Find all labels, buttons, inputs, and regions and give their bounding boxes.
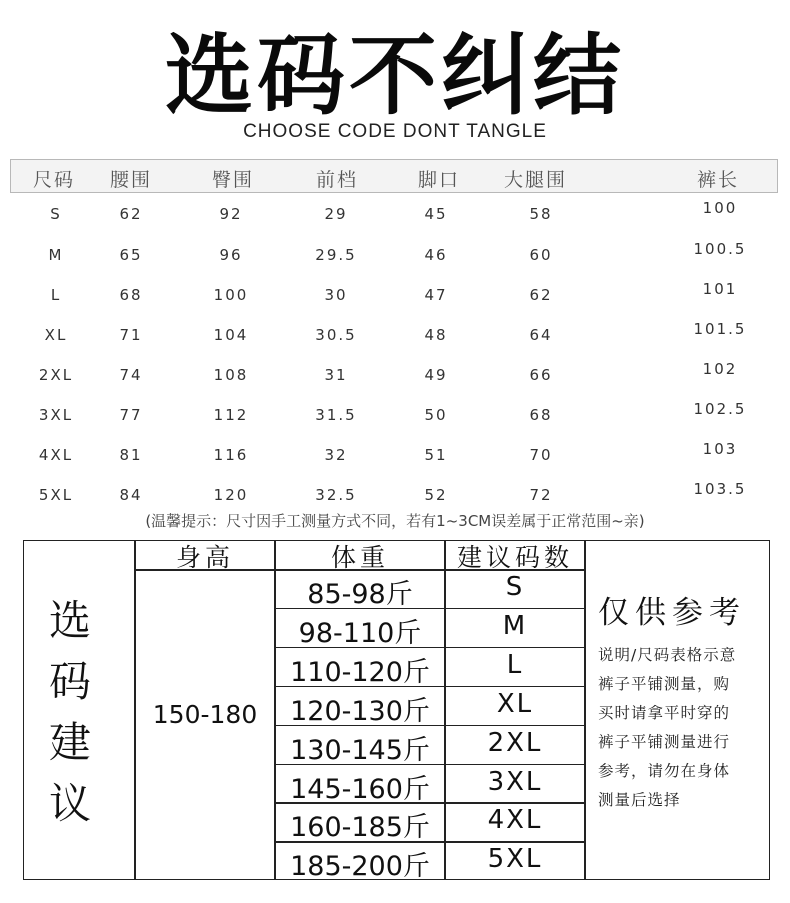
cell-waist: 81	[119, 446, 143, 464]
height-range: 150-180	[152, 700, 258, 729]
cell-waist: 84	[119, 486, 143, 504]
reference-line: 说明/尺码表格示意	[598, 646, 737, 664]
cell-thigh: 72	[529, 486, 553, 504]
suggested-size: 3XL	[487, 766, 543, 797]
cell-hip: 112	[213, 406, 249, 424]
cell-size: 2XL	[38, 366, 74, 384]
measurement-note: (温馨提示：尺寸因手工测量方式不同，若有1~3CM误差属于正常范围~亲)	[145, 512, 645, 530]
cell-size: M	[48, 246, 64, 264]
side-char: 码	[48, 657, 91, 706]
header-rise: 前档	[316, 169, 359, 191]
cell-leg-opening: 51	[424, 446, 448, 464]
suggested-size: XL	[496, 688, 534, 719]
side-char: 议	[48, 779, 91, 828]
cell-length: 102.5	[693, 400, 747, 418]
reference-line: 裤子平铺测量进行	[598, 733, 731, 751]
suggested-size: S	[505, 572, 525, 602]
cell-hip: 116	[213, 446, 249, 464]
cell-rise: 32.5	[315, 486, 357, 504]
cell-rise: 29	[324, 205, 348, 223]
cell-rise: 30.5	[315, 326, 357, 344]
header-hip: 臀围	[212, 169, 255, 191]
cell-thigh: 64	[529, 326, 553, 344]
reference-line: 参考，请勿在身体	[598, 762, 731, 780]
cell-size: L	[50, 286, 62, 304]
cell-length: 103.5	[693, 480, 747, 498]
cell-leg-opening: 45	[424, 205, 448, 223]
cell-thigh: 62	[529, 286, 553, 304]
cell-thigh: 58	[529, 205, 553, 223]
page-title: 选码不纠结	[164, 24, 625, 127]
weight-range: 185-200斤	[290, 851, 430, 883]
cell-size: XL	[44, 326, 68, 344]
cell-hip: 104	[213, 326, 249, 344]
side-char: 选	[48, 596, 91, 645]
cell-waist: 71	[119, 326, 143, 344]
cell-leg-opening: 50	[424, 406, 448, 424]
reference-line: 买时请拿平时穿的	[598, 704, 731, 722]
header-waist: 腰围	[110, 169, 153, 191]
cell-rise: 32	[324, 446, 348, 464]
cell-hip: 120	[213, 486, 249, 504]
cell-size: 5XL	[38, 486, 74, 504]
cell-leg-opening: 47	[424, 286, 448, 304]
cell-leg-opening: 46	[424, 246, 448, 264]
cell-leg-opening: 52	[424, 486, 448, 504]
suggested-size: M	[502, 610, 528, 641]
weight-range: 120-130斤	[290, 695, 430, 727]
cell-length: 101.5	[693, 320, 747, 338]
suggested-size: L	[506, 649, 524, 680]
cell-size: 4XL	[38, 446, 74, 464]
cell-hip: 100	[213, 286, 249, 304]
header-leg-opening: 脚口	[418, 169, 461, 191]
cell-length: 102	[702, 360, 738, 378]
weight-range: 160-185斤	[290, 812, 430, 844]
cell-size: S	[50, 205, 62, 223]
reference-line: 测量后选择	[598, 791, 681, 809]
cell-length: 103	[702, 440, 738, 458]
cell-rise: 30	[324, 286, 348, 304]
suggested-size: 5XL	[487, 844, 543, 875]
cell-leg-opening: 49	[424, 366, 448, 384]
weight-range: 98-110斤	[298, 617, 422, 649]
header-weight: 体重	[330, 543, 389, 572]
cell-waist: 65	[119, 246, 143, 264]
divider	[584, 540, 586, 880]
weight-range: 85-98斤	[307, 579, 413, 610]
cell-thigh: 70	[529, 446, 553, 464]
cell-hip: 96	[219, 246, 243, 264]
header-thigh: 大腿围	[504, 169, 568, 191]
cell-waist: 62	[119, 205, 143, 223]
cell-waist: 77	[119, 406, 143, 424]
header-size: 尺码	[33, 169, 76, 191]
cell-thigh: 60	[529, 246, 553, 264]
weight-range: 130-145斤	[290, 734, 430, 766]
header-suggested-size: 建议码数	[456, 543, 573, 572]
cell-rise: 29.5	[315, 246, 357, 264]
cell-waist: 74	[119, 366, 143, 384]
cell-length: 101	[702, 280, 738, 298]
recommendation-side-label	[40, 590, 100, 834]
suggested-size: 2XL	[487, 727, 543, 758]
reference-title: 仅供参考	[598, 595, 746, 631]
suggested-size: 4XL	[487, 805, 543, 836]
side-char: 建	[48, 718, 91, 767]
cell-size: 3XL	[38, 406, 74, 424]
header-height: 身高	[175, 543, 234, 572]
cell-rise: 31	[324, 366, 348, 384]
reference-line: 裤子平铺测量，购	[598, 675, 731, 693]
weight-range: 145-160斤	[290, 773, 430, 805]
cell-thigh: 68	[529, 406, 553, 424]
cell-waist: 68	[119, 286, 143, 304]
cell-hip: 92	[219, 205, 243, 223]
cell-thigh: 66	[529, 366, 553, 384]
cell-rise: 31.5	[315, 406, 357, 424]
cell-length: 100.5	[693, 240, 747, 258]
header-length: 裤长	[697, 169, 740, 191]
page-subtitle: CHOOSE CODE DONT TANGLE	[243, 121, 547, 142]
cell-leg-opening: 48	[424, 326, 448, 344]
cell-length: 100	[702, 199, 738, 217]
divider	[134, 540, 136, 880]
weight-range: 110-120斤	[290, 656, 430, 688]
cell-hip: 108	[213, 366, 249, 384]
